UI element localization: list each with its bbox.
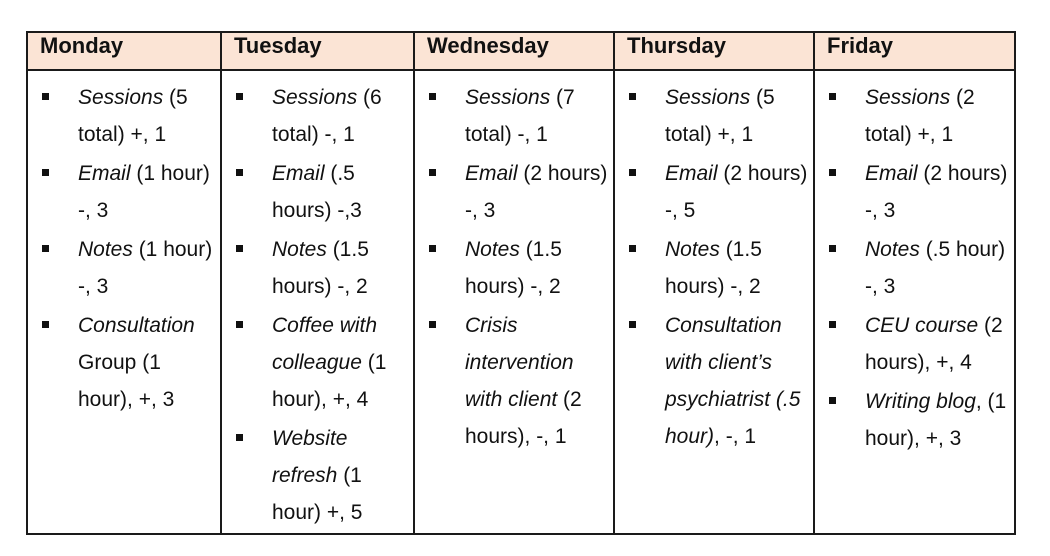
header-thursday: Thursday: [614, 32, 814, 70]
task-detail: (2 hours) -, 3: [865, 162, 1008, 222]
task-name: Website refresh: [272, 427, 348, 487]
bullet-icon: [429, 245, 436, 252]
task-name: Notes: [78, 238, 133, 261]
bullet-icon: [829, 245, 836, 252]
task-detail: (1.5 hours) -, 2: [272, 238, 369, 298]
list-item: [427, 307, 609, 455]
bullet-icon: [629, 321, 636, 328]
list-item: [234, 307, 409, 418]
task-name: Notes: [465, 238, 520, 261]
task-detail: (2 hours), +, 4: [865, 314, 1003, 374]
task-name: Crisis intervention with client: [465, 314, 574, 411]
task-detail: (1 hour) -, 3: [78, 162, 210, 222]
task-name: Sessions: [865, 86, 951, 109]
bullet-icon: [236, 245, 243, 252]
weekly-schedule-table: [26, 31, 1016, 535]
task-detail: (7 total) -, 1: [465, 86, 575, 146]
list-item: [627, 307, 809, 455]
bullet-icon: [829, 321, 836, 328]
bullet-icon: [42, 321, 49, 328]
list-item: [827, 383, 1010, 457]
task-list-wednesday: [427, 79, 609, 455]
bullet-icon: [42, 245, 49, 252]
cell-thursday: [614, 70, 814, 534]
task-detail: (1 hour) +, 5: [272, 464, 363, 524]
task-name: Sessions: [78, 86, 164, 109]
bullet-icon: [42, 169, 49, 176]
task-name: Notes: [665, 238, 720, 261]
task-name: Email: [272, 162, 325, 185]
list-item: [40, 155, 216, 229]
header-friday: Friday: [814, 32, 1015, 70]
task-name: Email: [665, 162, 718, 185]
task-detail: (2 hours) -, 3: [465, 162, 608, 222]
bullet-icon: [236, 321, 243, 328]
task-detail: (6 total) -, 1: [272, 86, 382, 146]
header-tuesday: Tuesday: [221, 32, 414, 70]
cell-friday: [814, 70, 1015, 534]
bullet-icon: [42, 93, 49, 100]
task-name: Notes: [272, 238, 327, 261]
task-name: Writing blog: [865, 390, 976, 413]
list-item: [827, 155, 1010, 229]
task-name: Consultation with client’s psychiatrist (.5 hour): [665, 314, 801, 448]
cell-wednesday: [414, 70, 614, 534]
list-item: [40, 79, 216, 153]
list-item: [234, 155, 409, 229]
task-detail: , (1 hour), +, 3: [865, 390, 1007, 450]
list-item: [40, 307, 216, 418]
task-detail: (2 hours) -, 5: [665, 162, 808, 222]
task-detail: (5 total) +, 1: [665, 86, 775, 146]
task-name: Email: [78, 162, 131, 185]
list-item: [427, 79, 609, 153]
bullet-icon: [429, 321, 436, 328]
task-name: Email: [465, 162, 518, 185]
task-detail: (1.5 hours) -, 2: [665, 238, 762, 298]
bullet-icon: [236, 93, 243, 100]
task-detail: (2 total) +, 1: [865, 86, 975, 146]
bullet-icon: [629, 245, 636, 252]
list-item: [427, 155, 609, 229]
header-wednesday: Wednesday: [414, 32, 614, 70]
header-row: [27, 32, 1015, 70]
bullet-icon: [629, 169, 636, 176]
list-item: [627, 155, 809, 229]
bullet-icon: [429, 169, 436, 176]
task-name: Email: [865, 162, 918, 185]
task-list-monday: [40, 79, 216, 418]
task-detail: (1.5 hours) -, 2: [465, 238, 562, 298]
list-item: [627, 231, 809, 305]
task-name: Sessions: [465, 86, 551, 109]
list-item: [427, 231, 609, 305]
bullet-icon: [236, 434, 243, 441]
cell-tuesday: [221, 70, 414, 534]
list-item: [827, 307, 1010, 381]
list-item: [827, 231, 1010, 305]
bullet-icon: [829, 397, 836, 404]
task-detail: (2 hours), -, 1: [465, 388, 582, 448]
cell-monday: [27, 70, 221, 534]
task-name: Notes: [865, 238, 920, 261]
task-list-tuesday: [234, 79, 409, 531]
task-detail: (.5 hour) -, 3: [865, 238, 1006, 298]
task-detail: Group (1 hour), +, 3: [78, 351, 175, 411]
task-detail: (5 total) +, 1: [78, 86, 188, 146]
list-item: [627, 79, 809, 153]
task-detail: (1 hour), +, 4: [272, 351, 387, 411]
task-name: Sessions: [665, 86, 751, 109]
list-item: [234, 420, 409, 531]
list-item: [234, 79, 409, 153]
bullet-icon: [629, 93, 636, 100]
bullet-icon: [429, 93, 436, 100]
task-list-friday: [827, 79, 1010, 457]
task-detail: (1 hour) -, 3: [78, 238, 213, 298]
list-item: [40, 231, 216, 305]
list-item: [827, 79, 1010, 153]
task-name: Coffee with colleague: [272, 314, 378, 374]
header-monday: Monday: [27, 32, 221, 70]
bullet-icon: [829, 93, 836, 100]
list-item: [234, 231, 409, 305]
task-name: Sessions: [272, 86, 358, 109]
task-name: CEU course: [865, 314, 979, 337]
task-name: Consultation: [78, 314, 195, 337]
bullet-icon: [236, 169, 243, 176]
tasks-row: [27, 70, 1015, 534]
bullet-icon: [829, 169, 836, 176]
task-detail: , -, 1: [714, 425, 757, 448]
task-detail: (.5 hours) -,3: [272, 162, 362, 222]
task-list-thursday: [627, 79, 809, 455]
